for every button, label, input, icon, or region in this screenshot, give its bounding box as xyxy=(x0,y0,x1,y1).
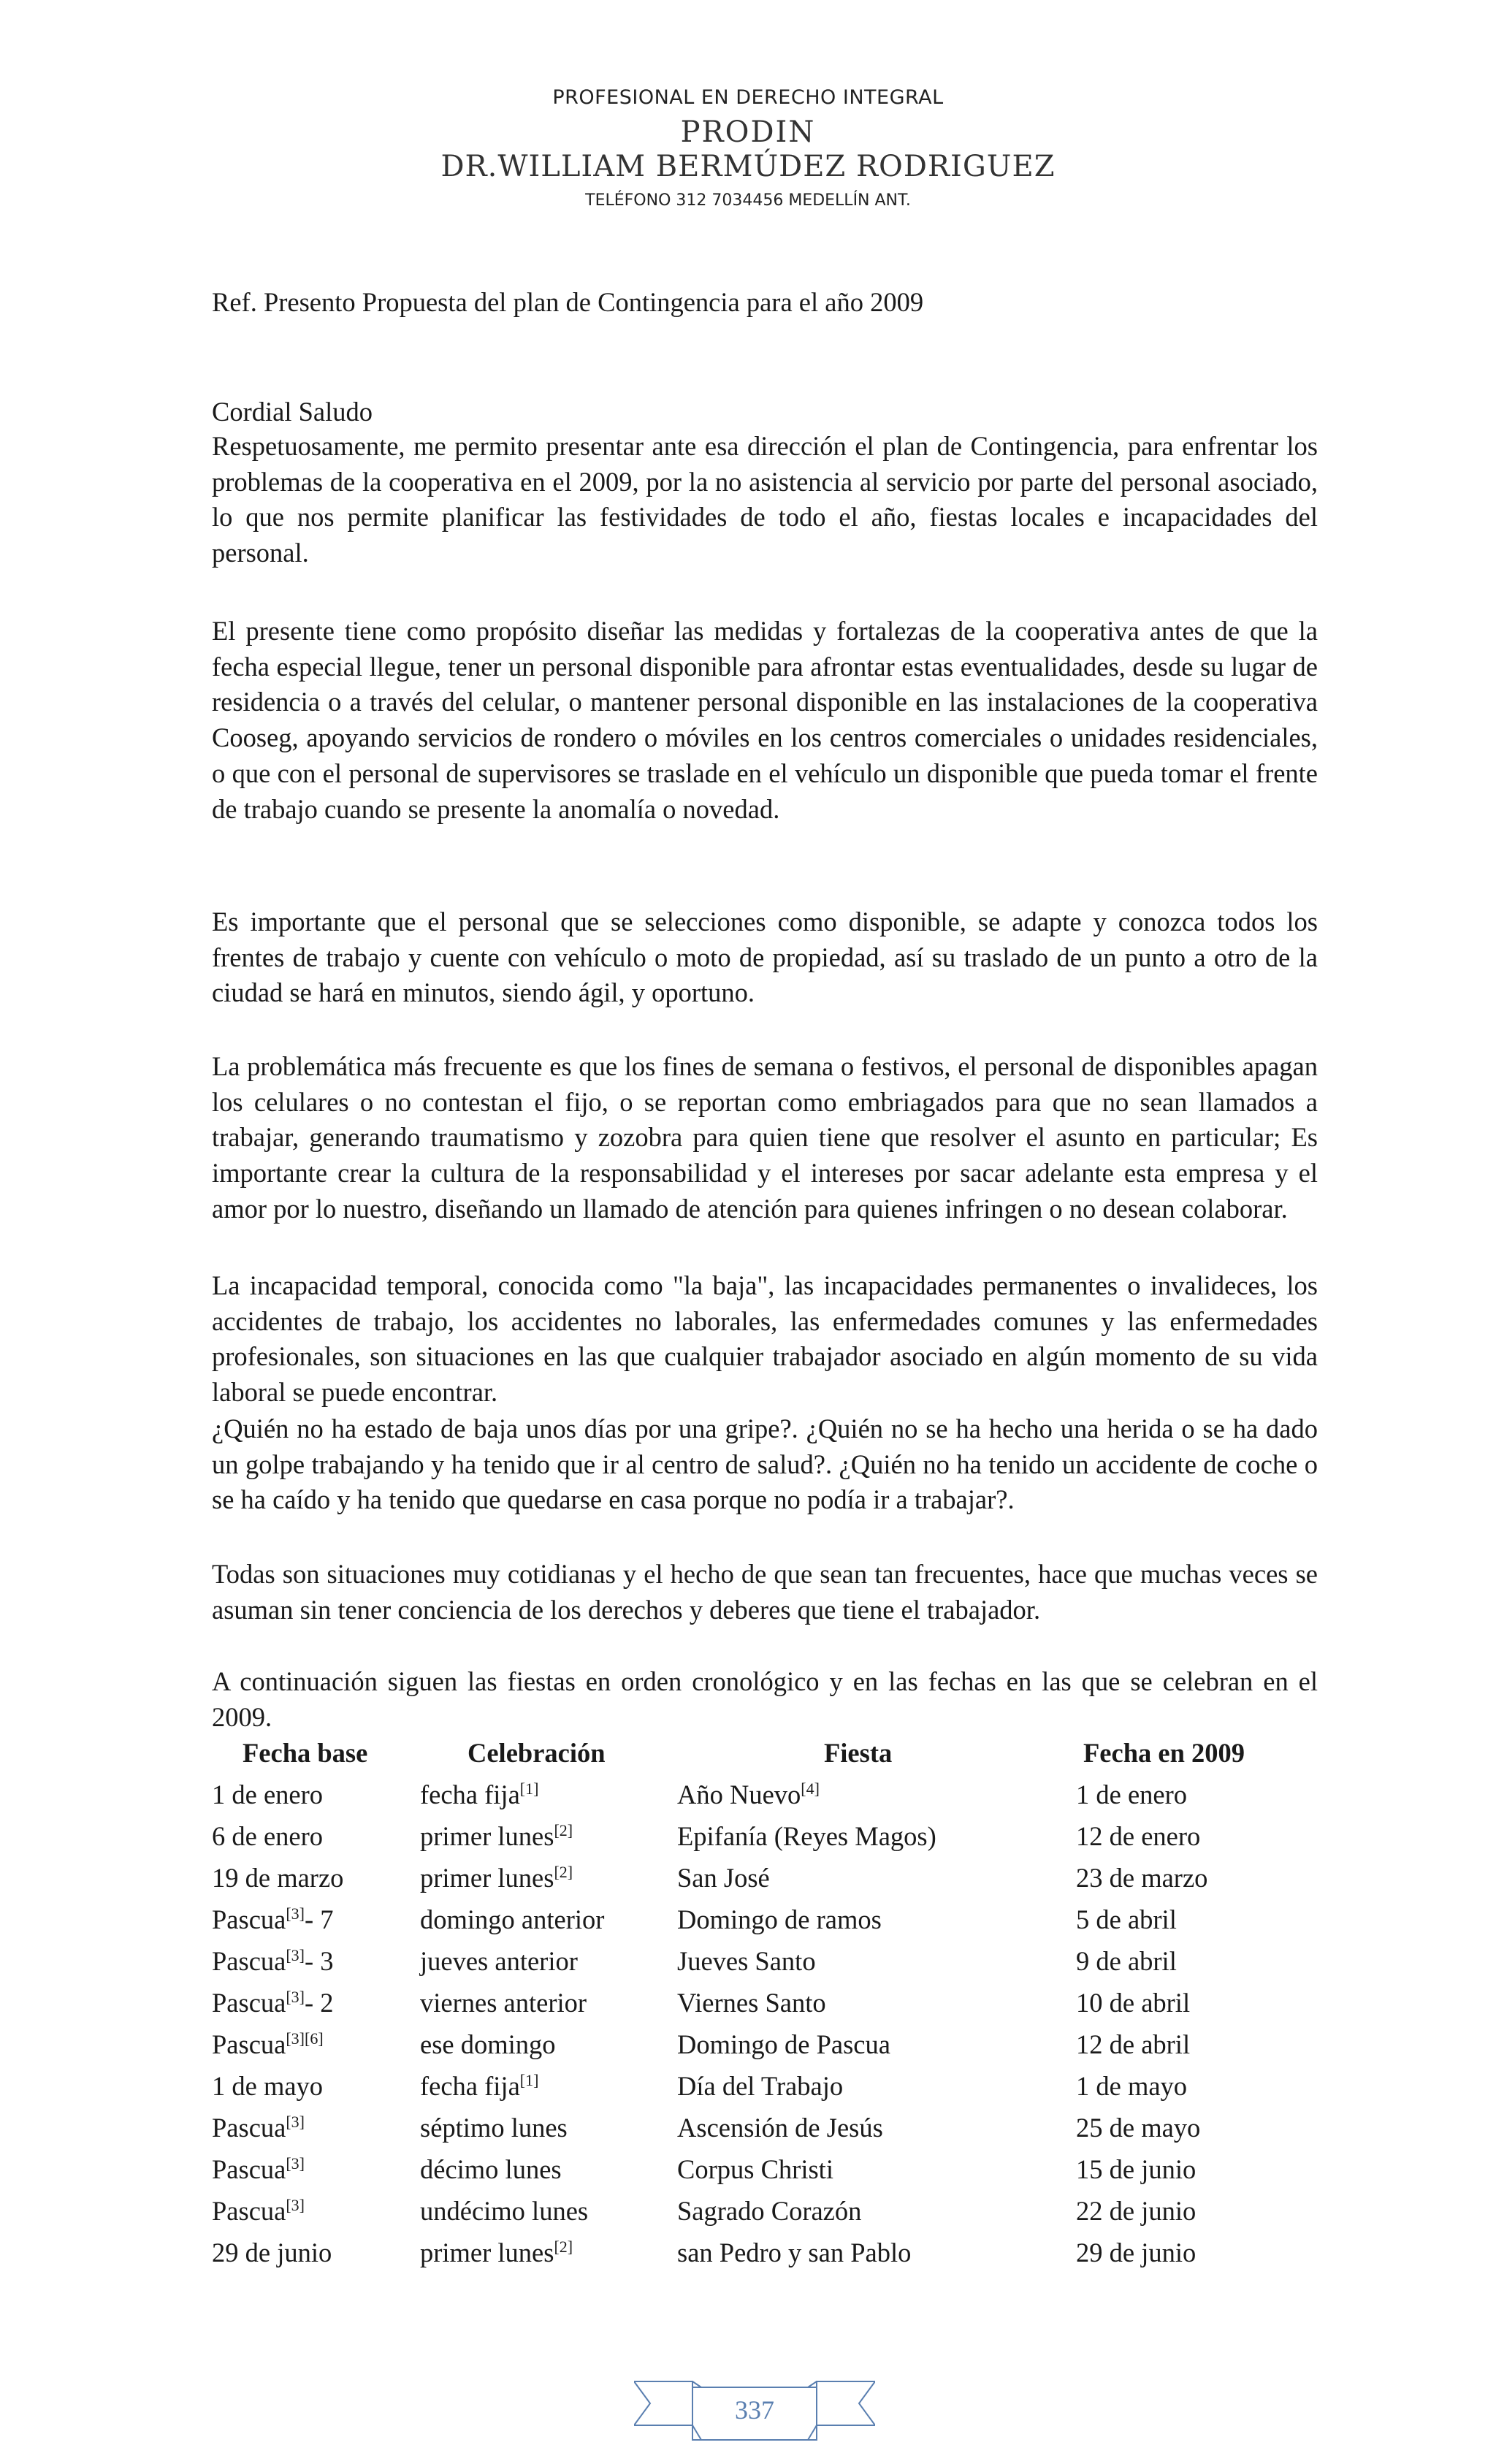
cell-fecha-2009-text: 9 de abril xyxy=(1076,1946,1177,1976)
cell-fecha-base xyxy=(212,1820,323,1852)
cell-fiesta xyxy=(677,2070,843,2102)
cell-celebracion xyxy=(420,2154,562,2185)
paragraph-4: La problemática más frecuente es que los fines de semana o festivos, el personal de disponibles apagan los celulares o no contestan el fijo, o se reportan como embriagados para que no sean llamados a trabajar, generando traumatismo y zozobra para quien tiene que resolver el asunto en particular; Es importante crear la cultura de la responsabilidad y el intereses por sacar adelante esta empresa y el amor por lo nuestro, diseñando un llamado de atención para quienes infringen o no desean colaborar. xyxy=(212,1051,1318,1224)
footnote-ref: [2] xyxy=(554,2237,573,2256)
cell-fecha-base xyxy=(212,2070,323,2102)
cell-fiesta xyxy=(677,2195,861,2227)
table-row xyxy=(212,1779,1322,1820)
table-row xyxy=(212,1987,1322,2029)
paragraph-3: Es importante que el personal que se selecciones como disponible, se adapte y conozca todos los frentes de trabajo y cuente con vehículo o moto de propiedad, así su traslado de un punto a otro de la ciudad se hará en minutos, siendo ágil, y oportuno. xyxy=(212,907,1318,1008)
cell-fecha-base xyxy=(212,2195,305,2227)
column-header: Fecha en 2009 xyxy=(1083,1738,1245,1768)
cell-celebracion xyxy=(420,1779,538,1810)
cell-fecha-base-text: Pascua xyxy=(212,2154,286,2184)
table-row xyxy=(212,1904,1322,1945)
cell-fecha-2009 xyxy=(1076,1862,1207,1893)
cell-celebracion-text: jueves anterior xyxy=(420,1946,578,1976)
cell-fecha-base-text: 1 de enero xyxy=(212,1780,324,1809)
cell-fecha-base xyxy=(212,2112,305,2143)
paragraph-7: Todas son situaciones muy cotidianas y el hecho de que sean tan frecuentes, hace que muchas veces se asuman sin tener conciencia de los derechos y deberes que tiene el trabajador. xyxy=(212,1559,1318,1625)
cell-fiesta-text: Año Nuevo xyxy=(677,1780,801,1809)
footnote-ref: [3] xyxy=(286,1904,305,1923)
cell-celebracion xyxy=(420,2112,568,2143)
cell-fiesta-text: Jueves Santo xyxy=(677,1946,816,1976)
cell-celebracion xyxy=(420,1987,587,2018)
cell-fiesta-text: Domingo de ramos xyxy=(677,1904,882,1934)
cell-celebracion-text: fecha fija xyxy=(420,1780,520,1809)
footnote-ref: [4] xyxy=(801,1779,820,1798)
cell-fecha-2009-text: 23 de marzo xyxy=(1076,1863,1208,1893)
cell-fecha-base xyxy=(212,1862,343,1893)
table-row xyxy=(212,1862,1322,1904)
cell-fecha-2009 xyxy=(1076,2237,1196,2268)
cell-fecha-2009-text: 25 de mayo xyxy=(1076,2113,1201,2143)
cell-celebracion-text: ese domingo xyxy=(420,2029,556,2059)
cell-fecha-2009-text: 29 de junio xyxy=(1076,2238,1197,2267)
greeting: Cordial Saludo xyxy=(212,397,373,427)
cell-celebracion-text: primer lunes xyxy=(420,1821,554,1851)
header-line-1: PROFESIONAL EN DERECHO INTEGRAL xyxy=(552,86,944,109)
header-line-2: PRODIN xyxy=(680,115,816,149)
column-header: Fiesta xyxy=(824,1738,893,1768)
reference-line: Ref. Presento Propuesta del plan de Contingencia para el año 2009 xyxy=(212,287,924,317)
cell-celebracion-text: séptimo lunes xyxy=(420,2113,568,2143)
cell-fiesta xyxy=(677,2237,911,2268)
cell-fiesta xyxy=(677,1862,770,1893)
cell-fecha-base-suffix: - 2 xyxy=(305,1988,334,2018)
cell-celebracion xyxy=(420,2029,556,2060)
footnote-ref: [1] xyxy=(519,2070,539,2089)
cell-fiesta-text: Domingo de Pascua xyxy=(677,2029,890,2059)
table-row xyxy=(212,2029,1322,2070)
cell-celebracion-text: primer lunes xyxy=(420,2238,554,2267)
cell-fecha-2009 xyxy=(1076,2112,1200,2143)
cell-fiesta-text: Epifanía (Reyes Magos) xyxy=(677,1821,936,1851)
footnote-ref: [3] xyxy=(286,2154,305,2173)
cell-fecha-base-text: 6 de enero xyxy=(212,1821,324,1851)
cell-celebracion-text: viernes anterior xyxy=(420,1988,587,2018)
table-row xyxy=(212,2070,1322,2112)
cell-fecha-2009 xyxy=(1076,1904,1177,1935)
footnote-ref: [2] xyxy=(554,1820,573,1839)
paragraph-8: A continuación siguen las fiestas en orden cronológico y en las fechas en las que se celebran en el 2009. xyxy=(212,1666,1318,1732)
page-number-banner xyxy=(634,2374,875,2447)
cell-celebracion xyxy=(420,2237,573,2268)
footnote-ref: [3] xyxy=(286,2195,305,2214)
cell-fecha-2009 xyxy=(1076,1987,1190,2018)
table-row xyxy=(212,2112,1322,2154)
cell-fiesta-text: Ascensión de Jesús xyxy=(677,2113,883,2143)
cell-fiesta xyxy=(677,1779,820,1810)
table-row xyxy=(212,1820,1322,1862)
cell-fecha-base-text: Pascua xyxy=(212,1988,286,2018)
table-body xyxy=(212,1779,1322,2278)
cell-fecha-2009 xyxy=(1076,1779,1187,1810)
cell-fecha-base-text: Pascua xyxy=(212,2196,286,2226)
cell-fiesta xyxy=(677,2154,833,2185)
cell-celebracion-text: domingo anterior xyxy=(420,1904,605,1934)
cell-fecha-base xyxy=(212,1904,334,1935)
cell-celebracion xyxy=(420,2195,588,2227)
cell-fecha-2009 xyxy=(1076,2154,1196,2185)
cell-fecha-2009 xyxy=(1076,1945,1177,1977)
cell-celebracion-text: décimo lunes xyxy=(420,2154,562,2184)
cell-fecha-2009-text: 12 de abril xyxy=(1076,2029,1191,2059)
holidays-table xyxy=(212,1737,1322,2278)
cell-fecha-base-text: 19 de marzo xyxy=(212,1863,344,1893)
footnote-ref: [3] xyxy=(286,1945,305,1964)
column-header: Celebración xyxy=(468,1738,606,1768)
footnote-ref: [3] xyxy=(286,1987,305,2006)
cell-fiesta-text: Sagrado Corazón xyxy=(677,2196,862,2226)
paragraph-1: Respetuosamente, me permito presentar ante esa dirección el plan de Contingencia, para enfrentar los problemas de la cooperativa en el 2009, por la no asistencia al servicio por parte del personal asociado, lo que nos permite planificar las festividades de todo el año, fiestas locales e incapacidades del personal. xyxy=(212,431,1318,568)
cell-celebracion xyxy=(420,1862,573,1893)
cell-fecha-2009-text: 1 de enero xyxy=(1076,1780,1188,1809)
paragraph-6: ¿Quién no ha estado de baja unos días por una gripe?. ¿Quién no se ha hecho una herida o se ha dado un golpe trabajando y ha tenido que ir al centro de salud?. ¿Quién no ha tenido un accidente de coche o se ha caído y ha tenido que quedarse en casa porque no podía ir a trabajar?. xyxy=(212,1414,1318,1515)
table-header-row xyxy=(212,1737,1322,1779)
table-row xyxy=(212,1945,1322,1987)
cell-fiesta xyxy=(677,1987,826,2018)
cell-fecha-base-text: Pascua xyxy=(212,2029,286,2059)
cell-fecha-base-text: 29 de junio xyxy=(212,2238,332,2267)
cell-fecha-base-text: Pascua xyxy=(212,2113,286,2143)
cell-fecha-base-text: Pascua xyxy=(212,1946,286,1976)
cell-celebracion xyxy=(420,1820,573,1852)
cell-fiesta xyxy=(677,1945,816,1977)
cell-fecha-base xyxy=(212,2237,332,2268)
footnote-ref: [1] xyxy=(519,1779,539,1798)
cell-fecha-base xyxy=(212,1987,334,2018)
cell-fecha-base xyxy=(212,1945,334,1977)
header-line-3: DR.WILLIAM BERMÚDEZ RODRIGUEZ xyxy=(440,150,1056,183)
cell-fecha-2009-text: 1 de mayo xyxy=(1076,2071,1188,2101)
cell-fecha-base-text: Pascua xyxy=(212,1904,286,1934)
footnote-ref: [3][6] xyxy=(286,2029,324,2048)
cell-fecha-base-suffix: - 7 xyxy=(305,1904,334,1934)
cell-celebracion xyxy=(420,2070,538,2102)
cell-fiesta xyxy=(677,2029,890,2060)
cell-fecha-2009 xyxy=(1076,1820,1200,1852)
table-row xyxy=(212,2195,1322,2237)
cell-fiesta-text: Corpus Christi xyxy=(677,2154,833,2184)
cell-fiesta xyxy=(677,2112,883,2143)
cell-fecha-2009-text: 12 de enero xyxy=(1076,1821,1201,1851)
cell-fecha-base xyxy=(212,2029,324,2060)
column-header: Fecha base xyxy=(243,1738,368,1768)
footnote-ref: [2] xyxy=(554,1862,573,1881)
cell-fecha-base-suffix: - 3 xyxy=(305,1946,334,1976)
cell-fiesta-text: Día del Trabajo xyxy=(677,2071,844,2101)
paragraph-2: El presente tiene como propósito diseñar las medidas y fortalezas de la cooperativa antes de que la fecha especial llegue, tener un personal disponible para afrontar estas eventualidades, desde su lugar de residencia o a través del celular, o mantener personal disponible en las instalaciones de la cooperativa Cooseg, apoyando servicios de rondero o móviles en los centros comerciales o unidades residenciales, o que con el personal de supervisores se traslade en el vehículo un disponible que pueda tomar el frente de trabajo cuando se presente la anomalía o novedad. xyxy=(212,616,1318,824)
cell-celebracion-text: undécimo lunes xyxy=(420,2196,589,2226)
cell-fecha-2009-text: 22 de junio xyxy=(1076,2196,1197,2226)
cell-fecha-base xyxy=(212,1779,323,1810)
cell-fecha-2009-text: 15 de junio xyxy=(1076,2154,1197,2184)
footnote-ref: [3] xyxy=(286,2112,305,2131)
cell-celebracion-text: primer lunes xyxy=(420,1863,554,1893)
cell-fecha-2009 xyxy=(1076,2070,1187,2102)
cell-fecha-2009-text: 5 de abril xyxy=(1076,1904,1177,1934)
cell-celebracion xyxy=(420,1904,604,1935)
cell-fiesta-text: Viernes Santo xyxy=(677,1988,826,2018)
cell-celebracion-text: fecha fija xyxy=(420,2071,520,2101)
cell-fiesta-text: san Pedro y san Pablo xyxy=(677,2238,912,2267)
table-row xyxy=(212,2154,1322,2195)
cell-fiesta-text: San José xyxy=(677,1863,770,1893)
cell-celebracion xyxy=(420,1945,578,1977)
table-row xyxy=(212,2237,1322,2278)
cell-fecha-base xyxy=(212,2154,305,2185)
cell-fecha-2009-text: 10 de abril xyxy=(1076,1988,1191,2018)
header-line-4: TELÉFONO 312 7034456 MEDELLÍN ANT. xyxy=(585,191,911,210)
page-number: 337 xyxy=(735,2395,774,2425)
cell-fecha-base-text: 1 de mayo xyxy=(212,2071,324,2101)
paragraph-5: La incapacidad temporal, conocida como "la baja", las incapacidades permanentes o invalideces, los accidentes de trabajo, los accidentes no laborales, las enfermedades comunes y las enfermedades profesionales, son situaciones en las que cualquier trabajador asociado en algún momento de su vida laboral se puede encontrar. xyxy=(212,1270,1318,1408)
cell-fiesta xyxy=(677,1820,936,1852)
cell-fiesta xyxy=(677,1904,882,1935)
cell-fecha-2009 xyxy=(1076,2029,1190,2060)
cell-fecha-2009 xyxy=(1076,2195,1196,2227)
